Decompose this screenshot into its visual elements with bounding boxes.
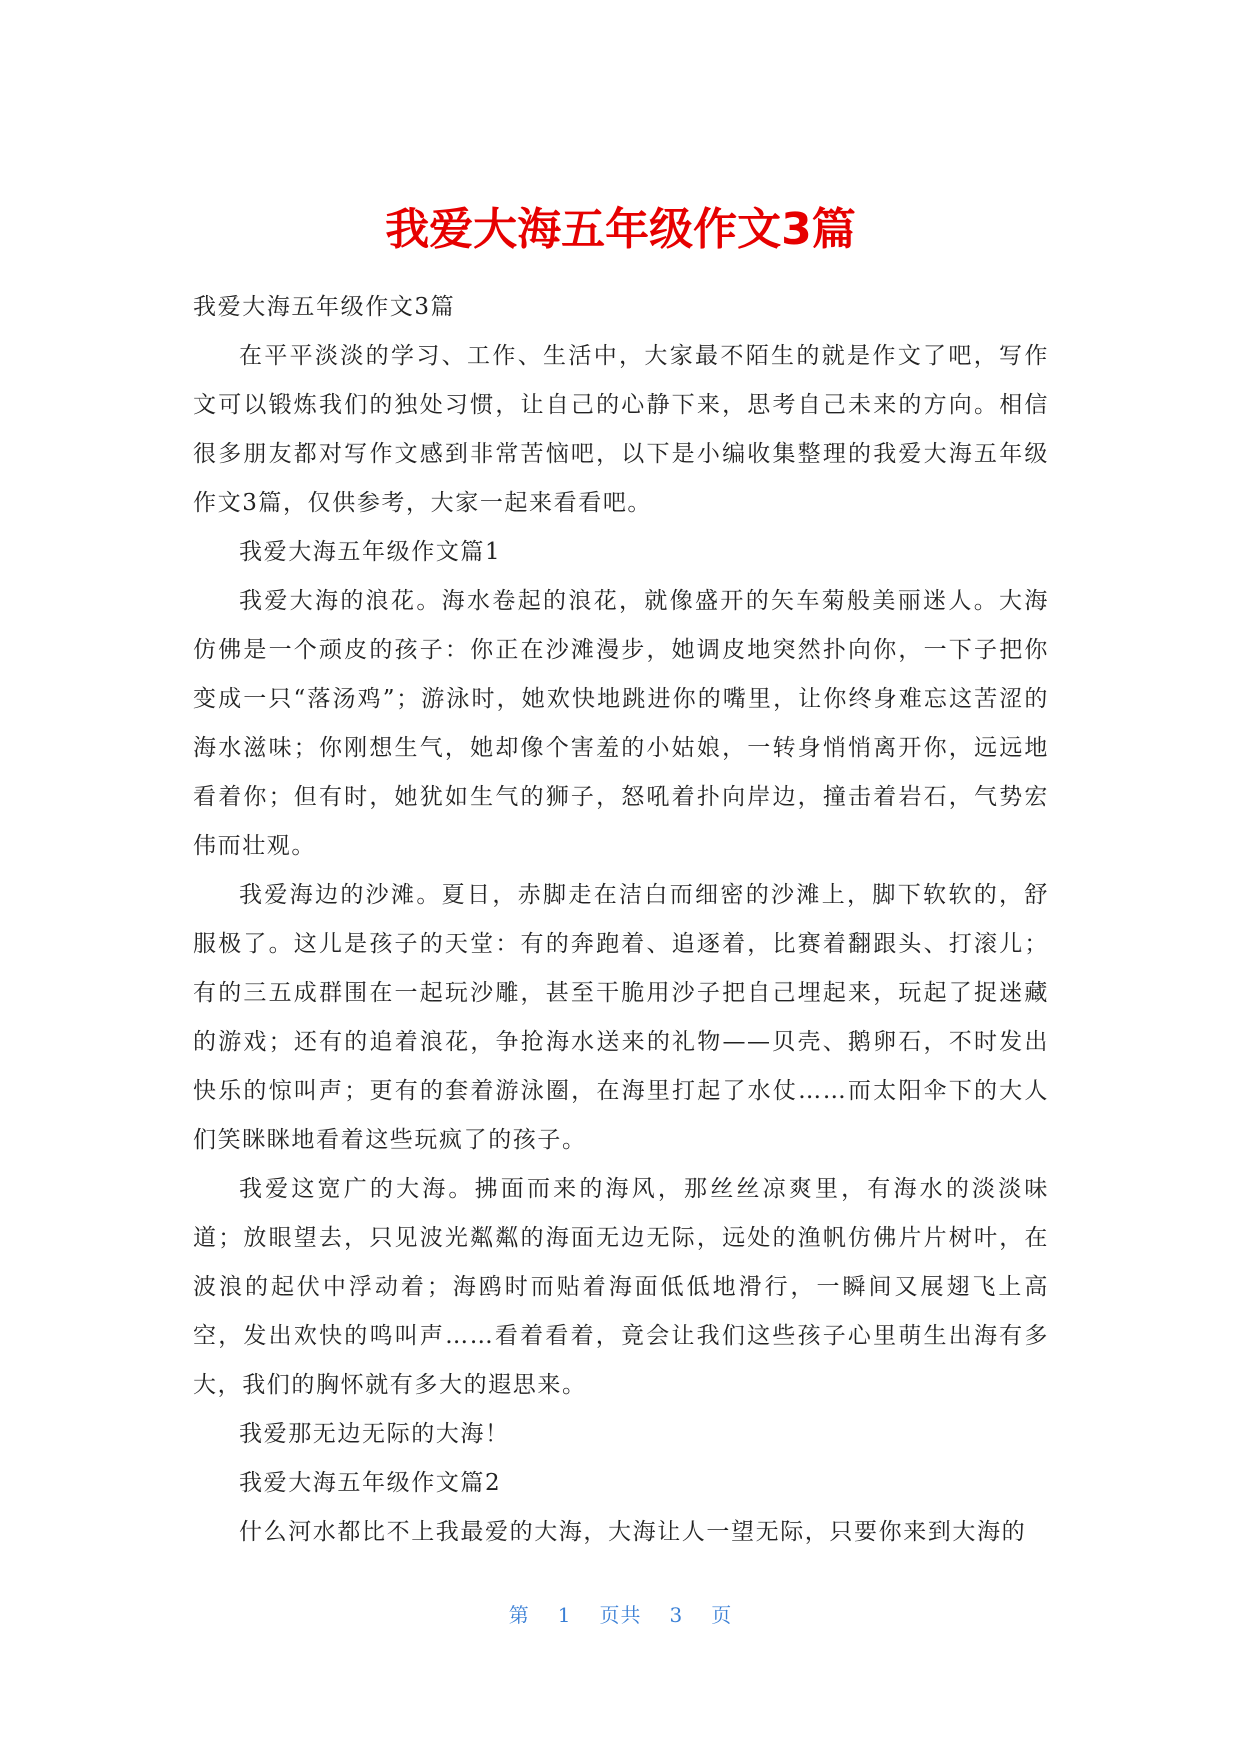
- page-footer: [0, 1600, 1241, 1630]
- footer-prefix: 第: [508, 1603, 530, 1627]
- footer-current-page: 1: [557, 1603, 572, 1627]
- body-paragraph: 我爱海边的沙滩。夏日，赤脚走在洁白而细密的沙滩上，脚下软软的，舒服极了。这儿是孩子的天堂：有的奔跑着、追逐着，比赛着翻跟头、打滚儿；有的三五成群围在一起玩沙雕，甚至干脆用沙子把自己埋起来，玩起了捉迷藏的游戏；还有的追着浪花，争抢海水送来的礼物——贝壳、鹅卵石，不时发出快乐的惊叫声；更有的套着游泳圈，在海里打起了水仗……而太阳伞下的大人们笑眯眯地看着这些玩疯了的孩子。: [193, 882, 1049, 1153]
- document-body: [193, 283, 1049, 1557]
- document-subtitle: 我爱大海五年级作文3篇: [193, 294, 456, 320]
- section-heading-2: 我爱大海五年级作文篇2: [239, 1470, 502, 1496]
- body-paragraph: 什么河水都比不上我最爱的大海，大海让人一望无际，只要你来到大海的: [239, 1519, 1027, 1545]
- document-title: 我爱大海五年级作文3篇: [385, 204, 856, 255]
- section-heading-1: 我爱大海五年级作文篇1: [239, 539, 502, 565]
- footer-middle: 页共: [599, 1603, 642, 1627]
- body-paragraph: 我爱这宽广的大海。拂面而来的海风，那丝丝凉爽里，有海水的淡淡味道；放眼望去，只见波光粼粼的海面无边无际，远处的渔帆仿佛片片树叶，在波浪的起伏中浮动着；海鸥时而贴着海面低低地滑行，一瞬间又展翅飞上高空，发出欢快的鸣叫声……看着看着，竟会让我们这些孩子心里萌生出海有多大，我们的胸怀就有多大的遐思来。: [193, 1176, 1049, 1398]
- body-paragraph: 我爱那无边无际的大海！: [239, 1421, 510, 1447]
- footer-total-pages: 3: [669, 1603, 684, 1627]
- footer-suffix: 页: [711, 1603, 733, 1627]
- body-paragraph: 我爱大海的浪花。海水卷起的浪花，就像盛开的矢车菊般美丽迷人。大海仿佛是一个顽皮的孩子：你正在沙滩漫步，她调皮地突然扑向你，一下子把你变成一只“落汤鸡”；游泳时，她欢快地跳进你的嘴里，让你终身难忘这苦涩的海水滋味；你刚想生气，她却像个害羞的小姑娘，一转身悄悄离开你，远远地看着你；但有时，她犹如生气的狮子，怒吼着扑向岸边，撞击着岩石，气势宏伟而壮观。: [193, 588, 1049, 859]
- intro-paragraph: 在平平淡淡的学习、工作、生活中，大家最不陌生的就是作文了吧，写作文可以锻炼我们的独处习惯，让自己的心静下来，思考自己未来的方向。相信很多朋友都对写作文感到非常苦恼吧，以下是小编收集整理的我爱大海五年级作文3篇，仅供参考，大家一起来看看吧。: [193, 343, 1049, 516]
